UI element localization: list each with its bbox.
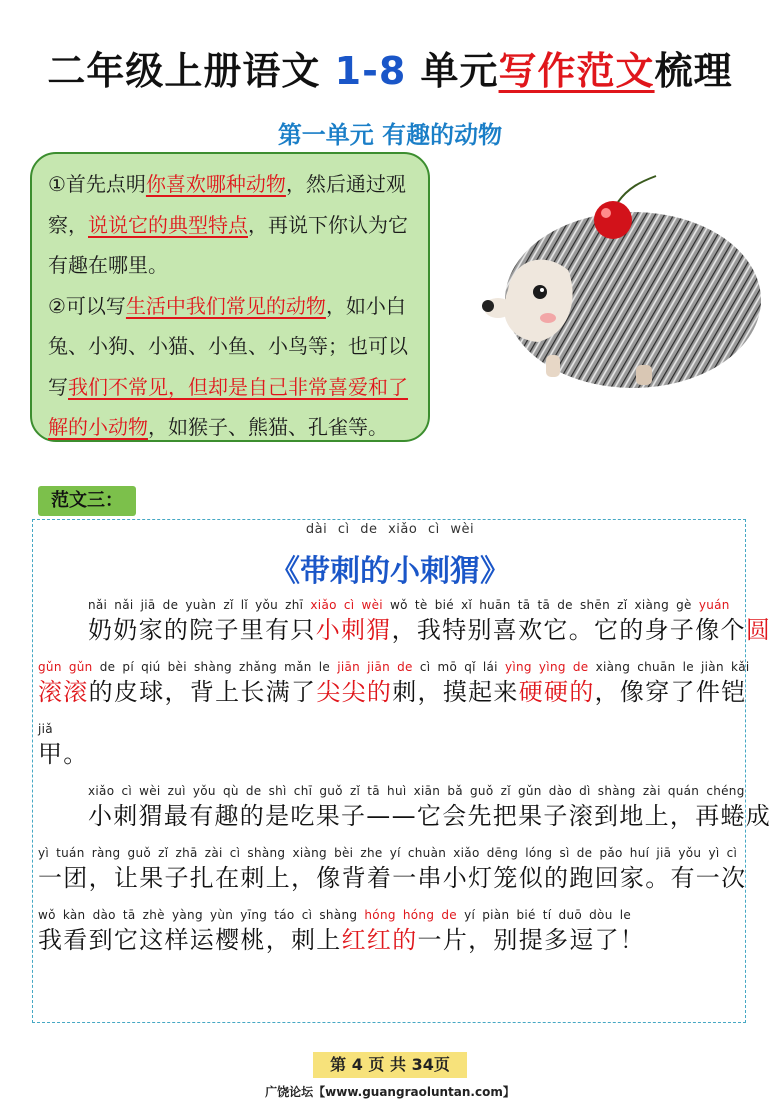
hedgehog-with-cherry-illustration bbox=[468, 170, 768, 400]
pinyin-segment: wǒ tè bié xǐ huān tā tā de shēn zǐ xiàng gè bbox=[382, 598, 699, 612]
tip-highlight: 说说它的典型特点 bbox=[88, 212, 248, 237]
text-segment-highlight: 圆 bbox=[745, 616, 772, 644]
tip-text: ，如猴子、熊猫、孔雀等。 bbox=[148, 415, 388, 439]
text-segment: 一团，让果子扎在刺上，像背着一串小灯笼似的跑回家。有一次 bbox=[38, 864, 747, 892]
tip-text: ，再说下你认为它有趣在哪里。 bbox=[48, 212, 408, 277]
title-part: 梳理 bbox=[654, 49, 733, 93]
essay-title: 《带刺的小刺猬》 bbox=[270, 554, 510, 589]
title-part: 单元 bbox=[406, 49, 499, 93]
writing-tips-box bbox=[30, 152, 430, 442]
pinyin-segment-highlight: xiǎo cì wèi bbox=[310, 598, 383, 612]
text-segment-highlight: 滚滚 bbox=[38, 678, 89, 706]
pinyin-segment-highlight: hóng hóng de bbox=[364, 908, 457, 922]
page-title bbox=[0, 40, 780, 95]
text-segment: 一片，别提多逗了！ bbox=[417, 926, 646, 954]
tip-paragraph-1 bbox=[48, 164, 416, 286]
text-segment-highlight: 硬硬的 bbox=[518, 678, 595, 706]
pinyin-segment: cì mō qǐ lái bbox=[412, 660, 505, 674]
pinyin-segment-highlight: yìng yìng de bbox=[504, 660, 589, 674]
site-footer: 广饶论坛【www.guangraoluntan.com】 bbox=[265, 1085, 515, 1099]
tip-text: ①首先点明 bbox=[48, 172, 146, 196]
pinyin-segment: yí piàn bié tí duō dòu le bbox=[456, 908, 632, 922]
essay-title-pinyin: dài cì de xiǎo cì wèi bbox=[305, 522, 475, 537]
text-row bbox=[38, 672, 746, 707]
pinyin-segment: jiǎ bbox=[38, 722, 53, 736]
pinyin-segment: yì tuán ràng guǒ zǐ zhā zài cì shàng xiàng bèi zhe yí chuàn xiǎo dēng lóng sì de pǎo huí jiā yǒu yì cì bbox=[38, 846, 738, 860]
text-segment: 奶奶家的院子里有只 bbox=[88, 616, 316, 644]
unit-title: 第一单元 有趣的动物 bbox=[277, 121, 503, 149]
tip-text: ②可以写 bbox=[48, 293, 126, 318]
pinyin-segment-highlight: yuán bbox=[698, 598, 730, 612]
text-row bbox=[88, 610, 771, 645]
tip-text: ，然后通过观察， bbox=[48, 172, 406, 237]
pinyin-segment: xiàng chuān le jiàn kǎi bbox=[588, 660, 750, 674]
text-segment: 小刺猬最有趣的是吃果子——它会先把果子滚到地上，再蜷成 bbox=[88, 802, 772, 830]
tip-highlight: 你喜欢哪种动物 bbox=[145, 172, 286, 196]
text-segment: 的皮球，背上长满了 bbox=[88, 678, 317, 706]
text-segment: ，我特别喜欢它。它的身子像个 bbox=[391, 616, 746, 644]
pinyin-segment: xiǎo cì wèi zuì yǒu qù de shì chī guǒ zǐ tā huì xiān bǎ guǒ zǐ gǔn dào dì shàng zài quán chéng bbox=[88, 784, 745, 798]
pinyin-segment: nǎi nǎi jiā de yuàn zǐ lǐ yǒu zhī bbox=[88, 598, 311, 612]
text-row bbox=[38, 920, 645, 955]
text-segment: 刺，摸起来 bbox=[392, 678, 519, 706]
pinyin-segment: de pí qiú bèi shàng zhǎng mǎn le bbox=[92, 660, 338, 674]
pinyin-segment-highlight: gǔn gǔn bbox=[38, 660, 93, 674]
text-segment-highlight: 尖尖的 bbox=[316, 678, 393, 706]
text-row bbox=[38, 858, 746, 893]
pinyin-segment: wǒ kàn dào tā zhè yàng yùn yīng táo cì shàng bbox=[38, 908, 365, 922]
tip-paragraph-2 bbox=[48, 286, 416, 448]
text-row bbox=[38, 734, 89, 769]
text-segment-highlight: 红红的 bbox=[341, 926, 418, 954]
text-segment-highlight: 小刺猬 bbox=[315, 616, 392, 644]
tip-text: ，如小白兔、小狗、小猫、小鱼、小鸟等；也可以写 bbox=[48, 293, 408, 399]
pinyin-segment-highlight: jiān jiān de bbox=[337, 660, 413, 674]
title-part: 二年级上册语文 bbox=[47, 49, 335, 93]
title-highlight: 写作范文 bbox=[498, 49, 655, 93]
page-number: 第 4 页 共 34页 bbox=[313, 1052, 467, 1078]
title-unit-range: 1-8 bbox=[334, 49, 407, 93]
sample-essay-tag: 范文三： bbox=[38, 486, 136, 516]
tip-highlight: 我们不常见，但却是自己非常喜爱和了解的小动物 bbox=[48, 374, 408, 439]
tip-highlight: 生活中我们常见的动物 bbox=[125, 293, 326, 318]
text-row bbox=[88, 796, 771, 831]
text-segment: 甲。 bbox=[38, 740, 89, 768]
text-segment: 我看到它这样运樱桃，刺上 bbox=[38, 926, 342, 954]
text-segment: ，像穿了件铠 bbox=[594, 678, 747, 706]
